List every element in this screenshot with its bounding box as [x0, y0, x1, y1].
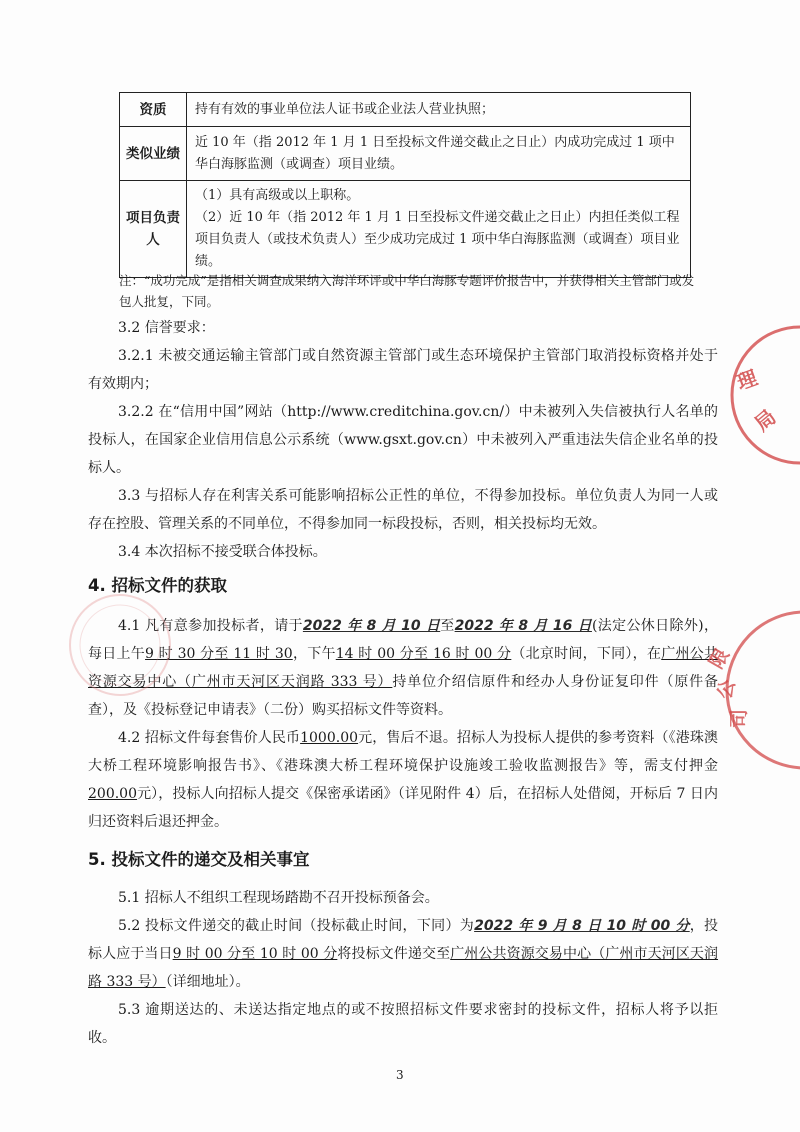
afternoon-hours: 14 时 00 分至 16 时 00 分	[335, 646, 512, 662]
submission-window: 9 时 00 分至 10 时 00 分	[172, 946, 338, 962]
heading-4: 4. 招标文件的获取	[88, 576, 227, 595]
svg-text:理: 理	[733, 365, 761, 395]
row-label-similar-performance: 类似业绩	[120, 127, 187, 181]
heading-5: 5. 投标文件的递交及相关事宜	[88, 850, 310, 869]
row-content-project-lead: （1）具有高级或以上职称。 （2）近 10 年（指 2012 年 1 月 1 日至投标文件递交截止之日止）内担任类似工程项目负责人（或技术负责人）至少成功完成过 1 项中华白海豚监测（或调查）项目业绩。	[187, 181, 691, 278]
row-content-qualification: 持有有效的事业单位法人证书或企业法人营业执照；	[187, 93, 691, 127]
row-content-similar-performance: 近 10 年（指 2012 年 1 月 1 日至投标文件递交截止之日止）内成功完成过 1 项中华白海豚监测（或调查）项目业绩。	[187, 127, 691, 181]
row-label-project-lead: 项目负责人	[120, 181, 187, 278]
price: 1000.00	[300, 730, 359, 746]
section-3-2-title: 3.2 信誉要求：	[118, 320, 215, 336]
section-3-3: 3.3 与招标人存在利害关系可能影响招标公正性的单位，不得参加投标。单位负责人为同一人或存在控股、管理关系的不同单位，不得参加同一标段投标，否则，相关投标均无效。	[88, 488, 718, 532]
deposit: 200.00	[88, 786, 137, 802]
section-4-2: 4.2 招标文件每套售价人民币1000.00元，售后不退。招标人为投标人提供的参考资料（《港珠澳大桥工程环境影响报告书》、《港珠澳大桥工程环境保护设施竣工验收监测报告》等，需支付押金200.00元），投标人向招标人提交《保密承诺函》（详见附件 4）后，在招标人处借阅，开标后 7 日内归还资料后退还押金。	[88, 730, 719, 830]
svg-text:司: 司	[728, 708, 750, 728]
section-5	[88, 884, 718, 1052]
date-to: 2022 年 8 月 16 日	[454, 618, 592, 634]
section-4	[88, 612, 718, 836]
venue: 广州公共资源交易中心（广州市天河区天润路 333 号）	[88, 646, 719, 690]
section-3-4: 3.4 本次招标不接受联合体投标。	[118, 544, 327, 560]
section-3-2-1: 3.2.1 未被交通运输主管部门或自然资源主管部门或生态环境保护主管部门取消投标资格并处于有效期内；	[88, 348, 718, 392]
qualification-table	[119, 92, 691, 278]
section-3-2-2: 3.2.2 在“信用中国”网站（http://www.creditchina.gov.cn/）中未被列入失信被执行人名单的投标人，在国家企业信用信息公示系统（www.gsxt.gov.cn）中未被列入严重违法失信企业名单的投标人。	[88, 404, 718, 476]
table-row	[120, 181, 691, 278]
section-5-3: 5.3 逾期送达的、未送达指定地点的或不按照招标文件要求密封的投标文件，招标人将予以拒收。	[88, 1002, 718, 1046]
svg-text:局: 局	[749, 404, 781, 436]
page-number: 3	[396, 1068, 404, 1082]
svg-text:限: 限	[705, 645, 734, 673]
row-label-qualification: 资质	[120, 93, 187, 127]
date-from: 2022 年 8 月 10 日	[302, 618, 441, 634]
section-5-2: 5.2 投标文件递交的截止时间（投标截止时间，下同）为2022 年 9 月 8 日 10 时 00 分，投标人应于当日9 时 00 分至 10 时 00 分将投标文件递交至广州公共资源交易中心（广州市天河区天润路 333 号）（详细地址）。	[88, 918, 719, 990]
section-4-1: 4.1 凡有意参加投标者，请于2022 年 8 月 10 日至2022 年 8 月 16 日(法定公休日除外)，每日上午9 时 30 分至 11 时 30，下午14 时 00 分至 16 时 00 分（北京时间，下同），在广州公共资源交易中心（广州市天河区天润路 333 号）持单位介绍信原件和经办人身份证复印件（原件备查），及《投标登记申请表》（二份）购买招标文件等资料。	[88, 618, 719, 718]
submission-venue: 广州公共资源交易中心（广州市天河区天润路 333 号）	[88, 946, 719, 990]
table-row	[120, 93, 691, 127]
deadline: 2022 年 9 月 8 日 10 时 00 分	[474, 918, 690, 934]
section-3-2	[88, 314, 718, 566]
morning-hours: 9 时 30 分至 11 时 30	[145, 646, 293, 662]
section-5-1: 5.1 招标人不组织工程现场踏勘不召开投标预备会。	[118, 890, 439, 906]
table-note: 注：“成功完成”是指相关调查成果纳入海洋环评或中华白海豚专题评价报告中，并获得相关主管部门或发包人批复，下同。	[119, 273, 695, 309]
table-row	[120, 127, 691, 181]
svg-text:公: 公	[713, 677, 740, 702]
